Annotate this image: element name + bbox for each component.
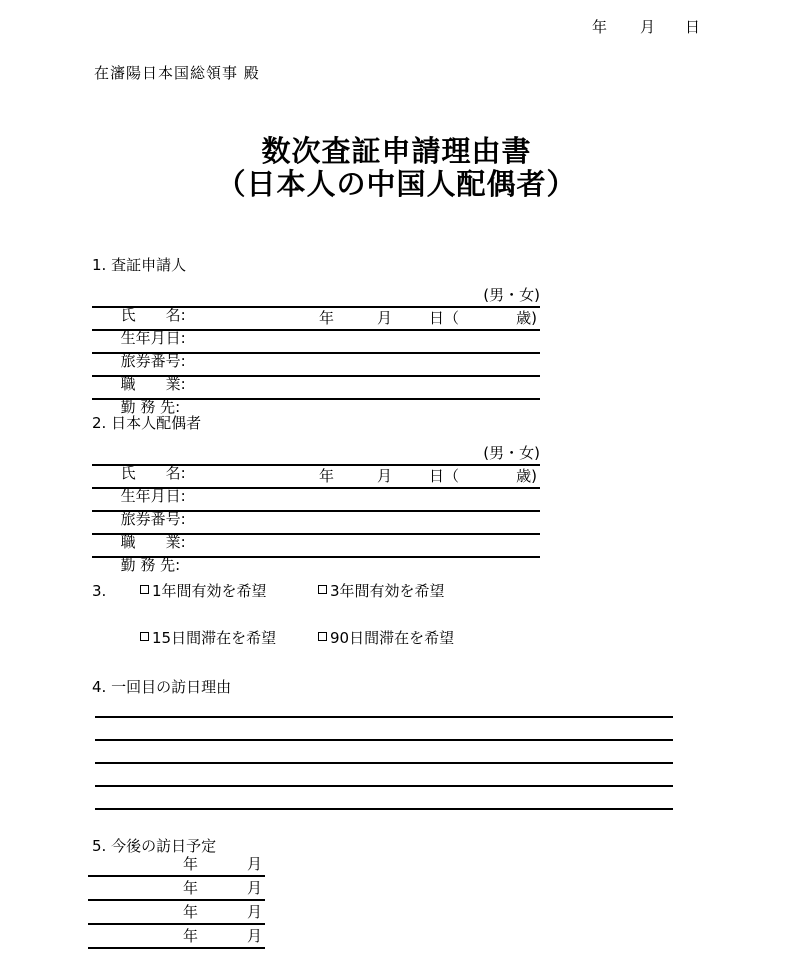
addressee-line: 在瀋陽日本国総領事 殿 [94,64,260,82]
section-visa-options [92,583,552,653]
option-label: 3年間有効を希望 [330,582,445,600]
applicant-name-label: 氏 名: [120,306,186,324]
applicant-gender-options: (男・女) [483,286,540,304]
option-label: 15日間滞在を希望 [152,629,277,647]
applicant-birth-year-label: 年 [319,309,335,327]
future-visit-month-label: 月 [246,903,262,921]
applicant-employer-label: 勤 務 先: [120,398,181,416]
applicant-name-field-row [92,285,540,324]
section-spouse-heading: 2. 日本人配偶者 [92,414,202,432]
applicant-occupation-label: 職 業: [120,375,186,393]
applicant-employer-field-row [92,377,540,416]
future-visit-month-label: 月 [246,879,262,897]
option-stay-90days [318,630,454,647]
checkbox-icon [140,585,149,594]
option-validity-1year [140,583,267,600]
applicant-birthdate-label: 生年月日: [120,329,186,347]
future-visit-row [88,853,265,877]
future-visit-month-label: 月 [246,927,262,945]
spouse-occupation-field-row [92,512,540,551]
spouse-employer-label: 勤 務 先: [120,556,181,574]
document-title-block [0,135,793,201]
spouse-birth-day-label: 日（ [429,467,460,485]
option-stay-15days [140,630,276,647]
future-visits-rows [88,853,265,949]
checkbox-icon [318,585,327,594]
spouse-age-label: 歳) [516,467,537,485]
future-visit-row [88,925,265,949]
option-label: 1年間有効を希望 [152,582,267,600]
applicant-birth-day-label: 日（ [429,309,460,327]
ruled-line [95,695,673,718]
date-day-label: 日 [685,18,701,36]
section-visa-options-number: 3. [92,582,107,600]
spouse-gender-options: (男・女) [483,444,540,462]
section-applicant [92,256,540,416]
ruled-line [95,787,673,810]
section-applicant-heading: 1. 査証申請人 [92,256,187,274]
checkbox-icon [318,632,327,641]
ruled-line [95,741,673,764]
future-visit-month-label: 月 [246,855,262,873]
future-visit-year-label: 年 [183,903,199,921]
first-visit-reason-writing-area [95,695,673,810]
applicant-age-label: 歳) [516,309,537,327]
date-year-label: 年 [592,18,608,36]
document-title: 数次査証申請理由書 [261,134,532,168]
spouse-birthdate-field-row [92,466,540,505]
spouse-birth-year-label: 年 [319,467,335,485]
spouse-passport-label: 旅券番号: [120,510,186,528]
spouse-name-label: 氏 名: [120,464,186,482]
spouse-name-field-row [92,443,540,482]
option-validity-3years [318,583,445,600]
spouse-occupation-label: 職 業: [120,533,186,551]
future-visit-row [88,901,265,925]
applicant-occupation-field-row [92,354,540,393]
ruled-line [95,764,673,787]
section-spouse [92,414,540,574]
future-visit-year-label: 年 [183,855,199,873]
future-visit-year-label: 年 [183,879,199,897]
option-label: 90日間滞在を希望 [330,629,455,647]
applicant-birth-month-label: 月 [377,309,393,327]
spouse-employer-field-row [92,535,540,574]
section-first-visit-heading: 4. 一回目の訪日理由 [92,678,232,696]
ruled-line [95,718,673,741]
section-future-visits-heading: 5. 今後の訪日予定 [92,837,217,855]
document-subtitle: （日本人の中国人配偶者） [216,167,577,201]
applicant-passport-label: 旅券番号: [120,352,186,370]
future-visit-year-label: 年 [183,927,199,945]
spouse-passport-field-row [92,489,540,528]
applicant-birthdate-field-row [92,308,540,347]
applicant-passport-field-row [92,331,540,370]
date-month-label: 月 [640,18,656,36]
future-visit-row [88,877,265,901]
checkbox-icon [140,632,149,641]
spouse-birthdate-label: 生年月日: [120,487,186,505]
spouse-birth-month-label: 月 [377,467,393,485]
